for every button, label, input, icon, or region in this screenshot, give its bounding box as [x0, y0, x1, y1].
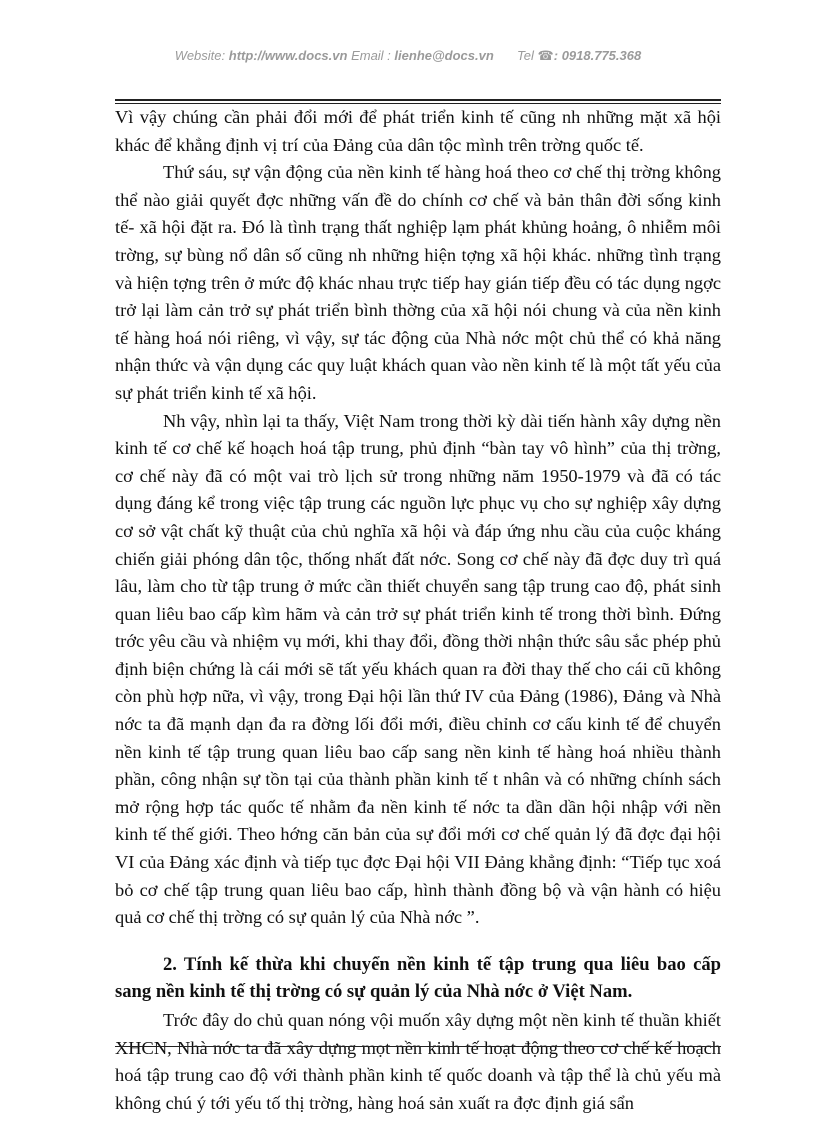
- website-label: Website:: [174, 48, 226, 63]
- email-address[interactable]: lienhe@docs.vn: [394, 48, 494, 63]
- document-body: [115, 104, 721, 1118]
- paragraph-truoc-day: Trớc đây do chủ quan nóng vội muốn xây dựng một nền kinh tế thuần khiết XHCN, Nhà nớc ta đã xây dựng mọt nền kinh tế hoạt động theo cơ chế kế hoạch hoá tập trung cao độ với thành phần kinh tế quốc doanh và tập thể là chủ yếu mà không chú ý tới yếu tố thị trờng, hàng hoá sản xuất ra đợc định giá sẩn: [115, 1010, 721, 1113]
- page-header: [0, 48, 816, 64]
- tel-number: : 0918.775.368: [553, 48, 642, 63]
- paragraph-nhu-vay: Nh vậy, nhìn lại ta thấy, Việt Nam trong thời kỳ dài tiến hành xây dựng nền kinh tế cơ chế kế hoạch hoá tập trung, phủ định “bàn tay vô hình” của thị trờng, cơ chế này đã có một vai trò lịch sử trong những năm 1950-1979 và đã có tác dụng đáng kể trong việc tập trung các nguồn lực phục vụ cho sự nghiệp xây dựng cơ sở vật chất kỹ thuật của chủ nghĩa xã hội và đáp ứng nhu cầu của cuộc kháng chiến giải phóng dân tộc, thống nhất đất nớc. Song cơ chế này đã đợc duy trì quá lâu, làm cho từ tập trung ở mức cần thiết chuyển sang tập trung cao độ, phát sinh quan liêu bao cấp kìm hãm và cản trở sự phát triển kinh tế trong thời bình. Đứng trớc yêu cầu và nhiệm vụ mới, khi thay đổi, đồng thời nhận thức sâu sắc phép phủ định biện chứng là cái mới sẽ tất yếu khách quan ra đời thay thế cho cái cũ không còn phù hợp nữa, vì vậy, trong Đại hội lần thứ IV của Đảng (1986), Đảng và Nhà nớc ta đã mạnh dạn đa ra đờng lối đổi mới, điều chỉnh cơ cấu kinh tế để chuyển nền kinh tế tập trung quan liêu bao cấp sang nền kinh tế hàng hoá nhiều thành phần, công nhận sự tồn tại của thành phần kinh tế t nhân và có những chính sách mở rộng hợp tác quốc tế nhằm đa nền kinh tế nớc ta dần dần hội nhập với nền kinh tế thế giới. Theo hớng căn bản của sự đổi mới cơ chế quản lý đã đợc đại hội VI của Đảng xác định và tiếp tục đợc Đại hội VII Đảng khẳng định: “Tiếp tục xoá bỏ cơ chế tập trung quan liêu bao cấp, hình thành đồng bộ và vận hành có hiệu quả cơ chế thị trờng có sự quản lý của Nhà nớc ”.: [115, 410, 721, 928]
- tel-label: Tel: [517, 48, 534, 63]
- paragraph-thu-sau: Thứ sáu, sự vận động của nền kinh tế hàng hoá theo cơ chế thị trờng không thể nào giải quyết đợc những vấn đề do chính cơ chế và bản thân đời sống kinh tế- xã hội đặt ra. Đó là tình trạng thất nghiệp lạm phát khủng hoảng, ô nhiễm môi trờng, sự bùng nổ dân số cũng nh những hiện tợng xã hội khác. những tình trạng và hiện tợng trên ở mức độ khác nhau trực tiếp hay gián tiếp đều có tác dụng ngợc trở lại làm cản trở sự phát triển bình thờng của xã hội nói chung và của nền kinh tế hàng hoá nói riêng, vì vậy, sự tác động của Nhà nớc một chủ thể có khả năng nhận thức và vận dụng các quy luật khách quan vào nền kinh tế là một tất yếu của sự phát triển kinh tế xã hội.: [115, 162, 721, 403]
- website-url[interactable]: http://www.docs.vn: [228, 48, 348, 63]
- paragraph-continuation: Vì vậy chúng cần phải đổi mới để phát triển kinh tế cũng nh những mặt xã hội khác để khẳng định vị trí của Đảng của dân tộc mình trên trờng quốc tế.: [115, 107, 721, 155]
- header-rule: [115, 99, 721, 101]
- footer-rule: [115, 1046, 721, 1047]
- email-label: Email :: [351, 48, 391, 63]
- phone-icon: ☎: [537, 48, 554, 63]
- section-heading: 2. Tính kế thừa khi chuyển nền kinh tế tập trung qua liêu bao cấp sang nền kinh tế thị trờng có sự quản lý của Nhà nớc ở Việt Nam.: [115, 953, 721, 1003]
